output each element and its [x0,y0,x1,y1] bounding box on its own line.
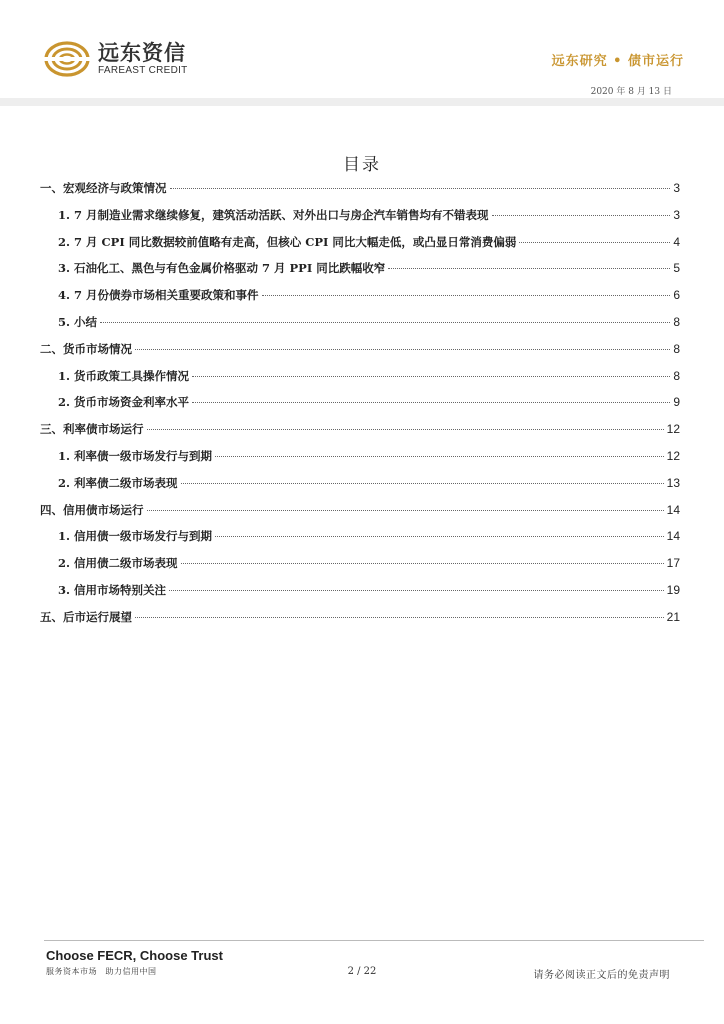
logo-chinese-name: 远东资信 [98,40,186,65]
toc-entry-label: 一、宏观经济与政策情况 [40,181,167,195]
toc-entry-page: 12 [666,448,680,463]
toc-entry-label: 3. 石油化工、黑色与有色金属价格驱动 7 月 PPI 同比跌幅收窄 [58,261,386,276]
table-of-contents [40,180,680,636]
toc-entry-label: 1. 利率债一级市场发行与到期 [58,448,213,463]
toc-leader-dots [181,563,664,564]
toc-entry-label: 1. 货币政策工具操作情况 [58,368,190,383]
toc-entry-label: 1. 7 月制造业需求继续修复，建筑活动活跃、对外出口与房企汽车销售均有不错表现 [58,207,489,222]
toc-leader-dots [215,536,664,537]
toc-entry[interactable] [40,287,680,314]
toc-entry-page: 21 [666,609,680,624]
toc-entry-label: 五、后市运行展望 [40,609,132,624]
toc-entry[interactable] [40,234,680,261]
toc-leader-dots [181,483,664,484]
toc-leader-dots [147,429,664,430]
toc-entry[interactable] [40,555,680,582]
toc-title: 目录 [343,155,381,175]
toc-entry[interactable] [40,341,680,368]
toc-entry-label: 二、货币市场情况 [40,341,132,356]
toc-entry-page: 12 [666,422,680,437]
toc-entry[interactable] [40,394,680,421]
toc-entry-label: 2. 7 月 CPI 同比数据较前值略有走高，但核心 CPI 同比大幅走低，或凸显日常消费偏弱 [58,234,517,249]
toc-entry-page: 8 [673,314,680,329]
toc-entry-page: 14 [666,502,680,517]
toc-leader-dots [147,510,664,511]
toc-entry[interactable] [40,207,680,234]
toc-leader-dots [100,322,670,323]
report-series-title: 远东研究 • 债市运行 [551,54,684,69]
toc-leader-dots [262,295,671,296]
toc-entry[interactable] [40,368,680,395]
toc-leader-dots [135,349,670,350]
toc-leader-dots [135,617,664,618]
toc-leader-dots [192,376,670,377]
toc-leader-dots [215,456,664,457]
toc-entry[interactable] [40,260,680,287]
toc-entry[interactable] [40,180,680,207]
toc-entry[interactable] [40,582,680,609]
toc-entry-label: 1. 信用债一级市场发行与到期 [58,529,213,544]
company-logo [44,40,188,78]
footer-slogan: Choose FECR, Choose Trust [46,948,223,963]
page-number: 2 / 22 [347,966,377,977]
toc-leader-dots [170,188,671,189]
toc-entry[interactable] [40,502,680,529]
toc-entry-page: 6 [673,288,680,303]
toc-entry[interactable] [40,314,680,341]
toc-entry[interactable] [40,448,680,475]
fareast-logo-icon [44,40,90,78]
toc-entry-label: 2. 利率债二级市场表现 [58,475,178,490]
footer-divider [44,940,704,941]
toc-entry[interactable] [40,475,680,502]
toc-entry-page: 13 [666,475,680,490]
toc-entry-label: 三、利率债市场运行 [40,422,144,437]
toc-leader-dots [192,402,670,403]
toc-entry[interactable] [40,421,680,448]
header-divider-bar [0,98,724,106]
toc-entry-page: 14 [666,529,680,544]
page-header [0,0,724,100]
toc-leader-dots [492,215,671,216]
toc-entry[interactable] [40,609,680,636]
toc-entry-label: 2. 货币市场资金利率水平 [58,395,190,410]
toc-entry-label: 5. 小结 [58,314,98,329]
toc-leader-dots [169,590,664,591]
toc-entry-page: 4 [673,234,680,249]
toc-entry-page: 3 [673,207,680,222]
toc-entry-label: 四、信用债市场运行 [40,502,144,517]
toc-entry-page: 8 [673,368,680,383]
toc-entry-label: 3. 信用市场特别关注 [58,582,167,597]
toc-leader-dots [519,242,670,243]
footer-disclaimer: 请务必阅读正文后的免责声明 [533,970,670,981]
toc-entry-page: 19 [666,582,680,597]
logo-english-name: FAREAST CREDIT [98,64,188,76]
toc-entry-page: 9 [673,395,680,410]
toc-entry-page: 5 [673,261,680,276]
toc-entry-page: 3 [673,181,680,195]
footer-tagline: 服务资本市场 助力信用中国 [46,967,157,976]
toc-entry-page: 8 [673,341,680,356]
toc-entry[interactable] [40,528,680,555]
toc-entry-label: 4. 7 月份债券市场相关重要政策和事件 [58,288,259,303]
toc-entry-label: 2. 信用债二级市场表现 [58,556,178,571]
toc-entry-page: 17 [666,556,680,571]
report-date: 2020 年 8 月 13 日 [590,87,672,97]
toc-leader-dots [388,268,670,269]
